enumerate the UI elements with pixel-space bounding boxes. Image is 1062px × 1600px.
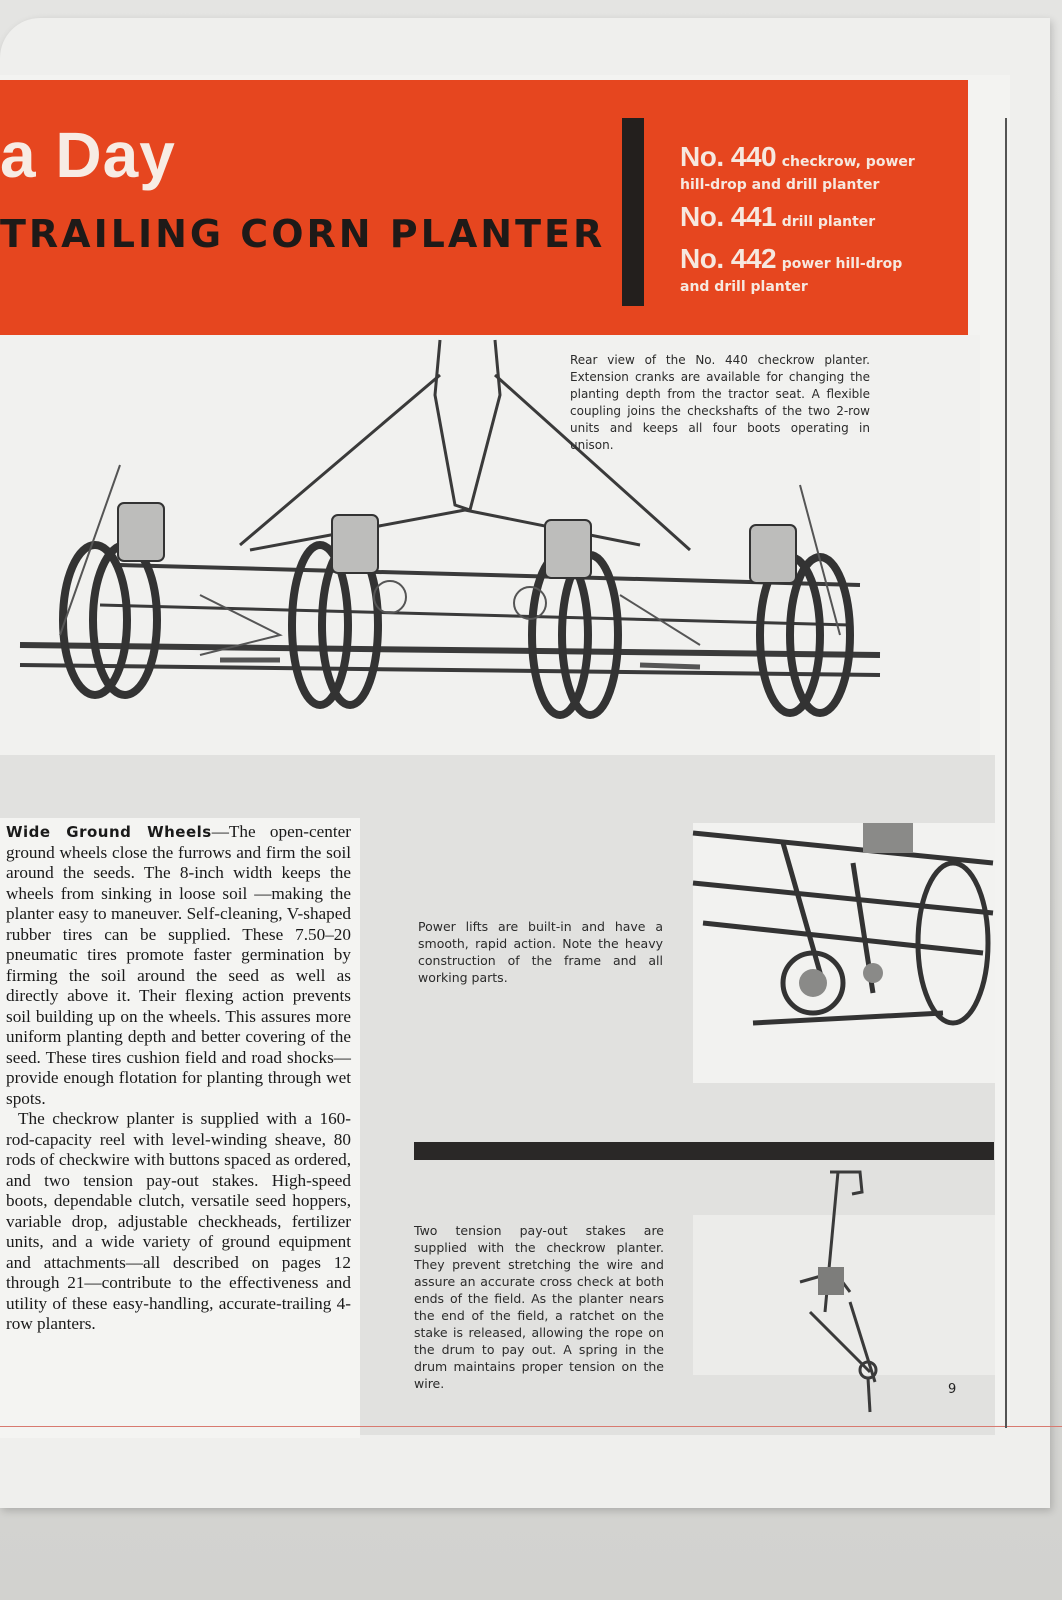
power-lift-illustration xyxy=(693,823,995,1063)
body-text xyxy=(6,822,351,1335)
model-number: No. 442 xyxy=(680,243,777,274)
page-edge-shadow xyxy=(1005,118,1007,1428)
paragraph-2: The checkrow planter is supplied with a 160-rod-capacity reel with level-winding sheave, 80 rods of checkwire with buttons spaced as ordered, and two tension pay-out stakes. High-speed boots, dependable clutch, versatile seed hoppers, variable drop, adjustable checkheads, fertilizer units, and a wide variety of ground equipment and attachments—all described on pages 12 through 21—contribute to the effectiveness and utility of these easy-handling, accurate-trailing 4-row planters. xyxy=(6,1109,351,1333)
page-number: 9 xyxy=(948,1382,957,1397)
page-edge-line xyxy=(0,1426,1062,1427)
section-heading: Wide Ground Wheels xyxy=(6,823,212,841)
section-divider-bar xyxy=(414,1142,994,1160)
model-description: checkrow, power xyxy=(781,154,915,170)
power-lift-caption: Power lifts are built-in and have a smooth, rapid action. Note the heavy construction of the frame and all working parts. xyxy=(418,919,663,985)
product-title: TRAILING CORN PLANTER xyxy=(0,212,606,256)
model-description: power hill-drop xyxy=(781,256,903,272)
paragraph-1 xyxy=(6,822,351,1109)
paragraph-1-text: —The open-center ground wheels close the furrows and firm the soil around the seeds. The 8-inch width keeps the wheels from sinking in loose soil —making the planter easy to maneuver. Self-cleaning, V-shaped rubber tires can be supplied. These 7.50–20 pneumatic tires promote faster germination by firming the soil around the seed as well as directly above it. Their flexing action prevents soil building up on the wheels. This assures more uniform planting depth and better covering of the seed. These tires cushion field and road shocks—provide enough flotation for planting through wet spots. xyxy=(6,822,351,1108)
model-440 xyxy=(680,140,915,193)
model-441 xyxy=(680,200,875,234)
tension-stake-caption: Two tension pay-out stakes are supplied with the checkrow planter. They prevent stretching the wire and assure an accurate cross check at both ends of the field. As the planter nears the end of the field, a ratchet on the stake is released, allowing the rope on the drum to pay out. A spring in the drum maintains proper tension on the wire. xyxy=(414,1223,664,1391)
tension-stake-illustration xyxy=(780,1172,900,1412)
title-fragment: a Day xyxy=(0,119,176,191)
banner-divider xyxy=(622,118,644,306)
model-description: drill planter xyxy=(781,214,876,230)
model-number: No. 440 xyxy=(680,141,777,172)
model-description-line2: and drill planter xyxy=(680,278,808,295)
rear-view-caption: Rear view of the No. 440 checkrow planter. Extension cranks are available for changing the planting depth from the tractor seat. A flexible coupling joins the checkshafts of the two 2-row units and keeps all four boots operating in unison. xyxy=(570,353,870,452)
model-442 xyxy=(680,242,902,295)
model-number: No. 441 xyxy=(680,201,777,232)
model-description-line2: hill-drop and drill planter xyxy=(680,176,880,193)
